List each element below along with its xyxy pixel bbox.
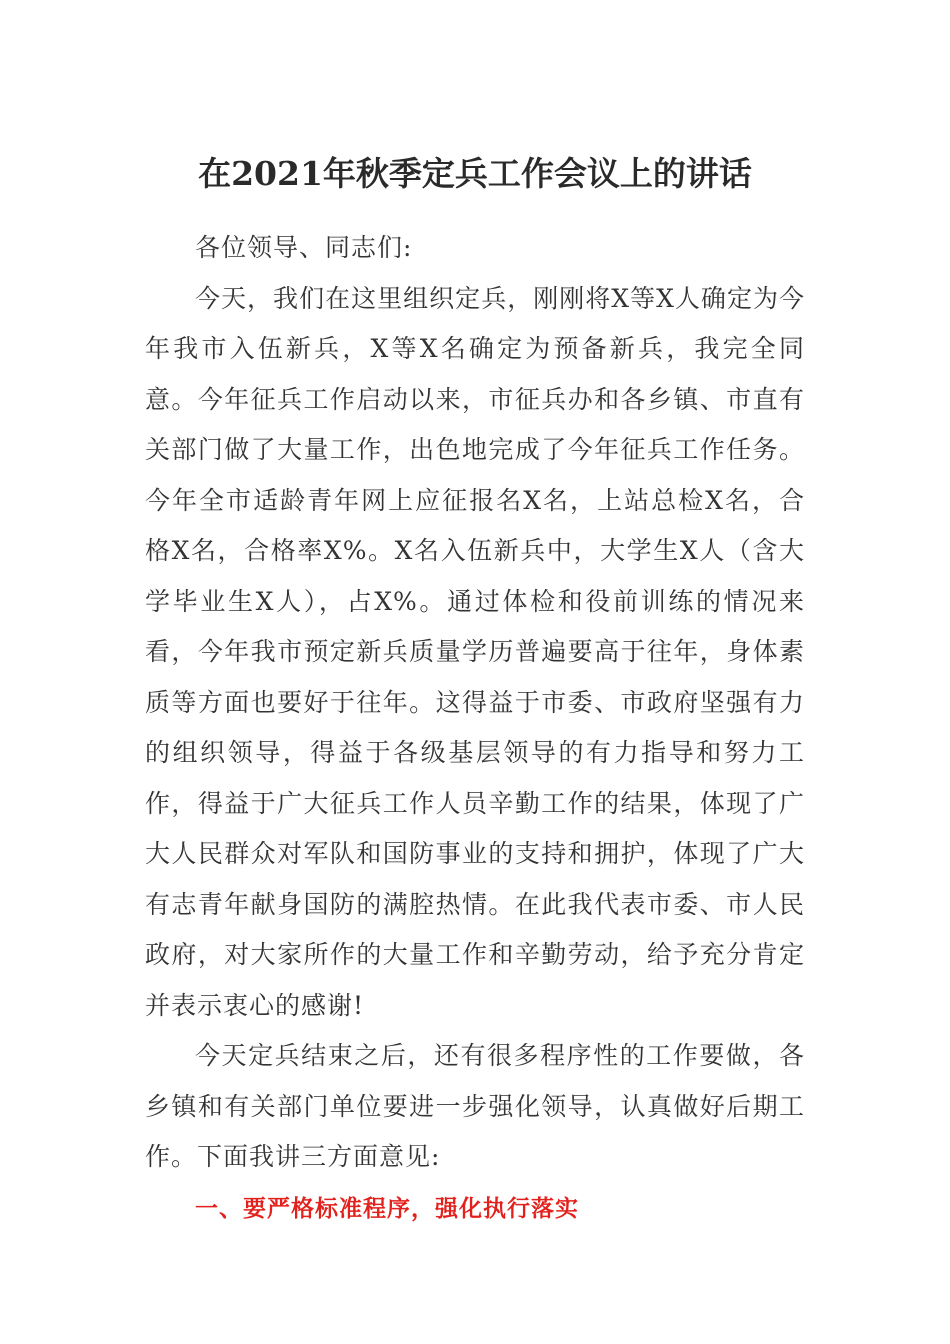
- body-paragraph-2: 今天定兵结束之后，还有很多程序性的工作要做，各乡镇和有关部门单位要进一步强化领导，认真做好后期工作。下面我讲三方面意见:: [145, 1041, 805, 1171]
- body-paragraph-1: 今天，我们在这里组织定兵，刚刚将X等X人确定为今年我市入伍新兵，X等X名确定为预备新兵，我完全同意。今年征兵工作启动以来，市征兵办和各乡镇、市直有关部门做了大量工作，出色地完成了今年征兵工作任务。今年全市适龄青年网上应征报名X名，上站总检X名，合格X名，合格率X%。X名入伍新兵中，大学生X人（含大学毕业生X人），占X%。通过体检和役前训练的情况来看，今年我市预定新兵质量学历普遍要高于往年，身体素质等方面也要好于往年。这得益于市委、市政府坚强有力的组织领导，得益于各级基层领导的有力指导和努力工作，得益于广大征兵工作人员辛勤工作的结果，体现了广大人民群众对军队和国防事业的支持和拥护，体现了广大有志青年献身国防的满腔热情。在此我代表市委、市人民政府，对大家所作的大量工作和辛勤劳动，给予充分肯定并表示衷心的感谢!: [145, 283, 805, 1020]
- section-heading: 一、要严格标准程序，强化执行落实: [195, 1195, 579, 1222]
- greeting-paragraph: 各位领导、同志们:: [195, 233, 413, 262]
- document-title: 在2021年秋季定兵工作会议上的讲话: [198, 154, 752, 193]
- section-heading-paragraph: [145, 1183, 805, 1235]
- document-body: [145, 223, 805, 1234]
